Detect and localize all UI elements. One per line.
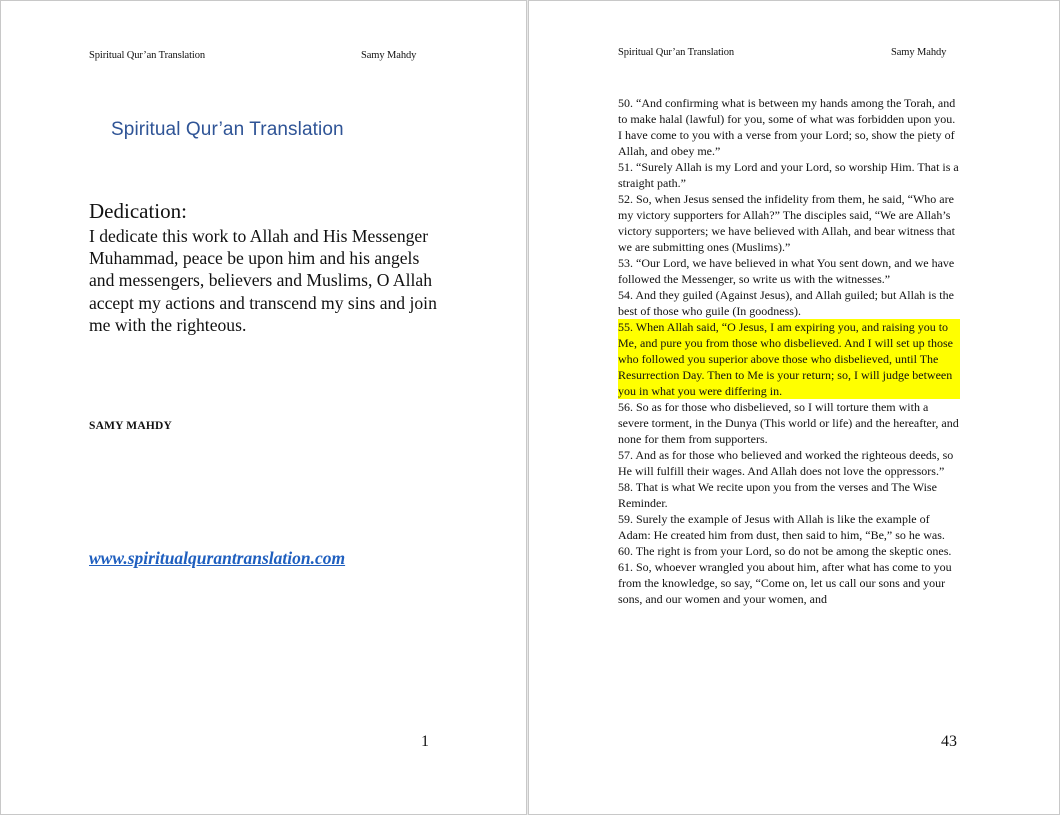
verse: 54. And they guiled (Against Jesus), and Allah guiled; but Allah is the best of those who guile (In goodness). <box>618 288 954 318</box>
verse: 58. That is what We recite upon you from the verses and The Wise Reminder. <box>618 480 937 510</box>
verse: 53. “Our Lord, we have believed in what You sent down, and we have followed the Messenger, so write us with the witnesses.” <box>618 256 955 286</box>
highlighted-verse: 55. When Allah said, “O Jesus, I am expiring you, and raising you to Me, and pure you from those who disbelieved. And I will set up those who followed you superior above those who disbelieved, until The Resurrection Day. Then to Me is your return; so, I will judge between you in what you were differing in. <box>618 319 960 399</box>
author-signature: SAMY MAHDY <box>89 420 173 432</box>
right-page <box>528 0 1060 815</box>
header-author: Samy Mahdy <box>361 50 417 61</box>
dedication-text: I dedicate this work to Allah and His Messenger Muhammad, peace be upon him and his angels and messengers, believers and Muslims, O Allah accept my actions and transcend my sins and join me with the righteous. <box>89 226 437 335</box>
page-number: 43 <box>941 733 957 750</box>
book-title: Spiritual Qur’an Translation <box>111 119 344 140</box>
verse: 59. Surely the example of Jesus with Allah is like the example of Adam: He created him from dust, then said to him, “Be,” so he was. <box>618 512 945 542</box>
website-link[interactable]: www.spiritualqurantranslation.com <box>89 548 346 568</box>
dedication-heading: Dedication: <box>89 199 187 223</box>
page-number: 1 <box>421 733 429 750</box>
left-page <box>0 0 527 815</box>
header-author: Samy Mahdy <box>891 47 947 58</box>
header-title: Spiritual Qur’an Translation <box>89 50 206 61</box>
verse: 56. So as for those who disbelieved, so I will torture them with a severe torment, in the Dunya (This world or life) and the hereafter, and none for them from supporters. <box>618 400 959 446</box>
verse: 51. “Surely Allah is my Lord and your Lord, so worship Him. That is a straight path.” <box>618 160 959 190</box>
verse: 50. “And confirming what is between my hands among the Torah, and to make halal (lawful) for you, some of what was forbidden upon you. I have come to you with a verse from your Lord; so, show the piety of Allah, and obey me.” <box>618 96 956 158</box>
verse: 60. The right is from your Lord, so do not be among the skeptic ones. <box>618 544 952 558</box>
header-title: Spiritual Qur’an Translation <box>618 47 735 58</box>
verse: 61. So, whoever wrangled you about him, after what has come to you from the knowledge, so say, “Come on, let us call our sons and your sons, and our women and your women, and <box>618 560 952 606</box>
verse: 52. So, when Jesus sensed the infidelity from them, he said, “Who are my victory supporters for Allah?” The disciples said, “We are Allah’s victory supporters; we have believed with Allah, and bear witness that we are submitting ones (Muslims).” <box>618 192 955 254</box>
verse-list <box>618 95 960 607</box>
verse: 57. And as for those who believed and worked the righteous deeds, so He will fulfill their wages. And Allah does not love the oppressors.” <box>618 448 954 478</box>
